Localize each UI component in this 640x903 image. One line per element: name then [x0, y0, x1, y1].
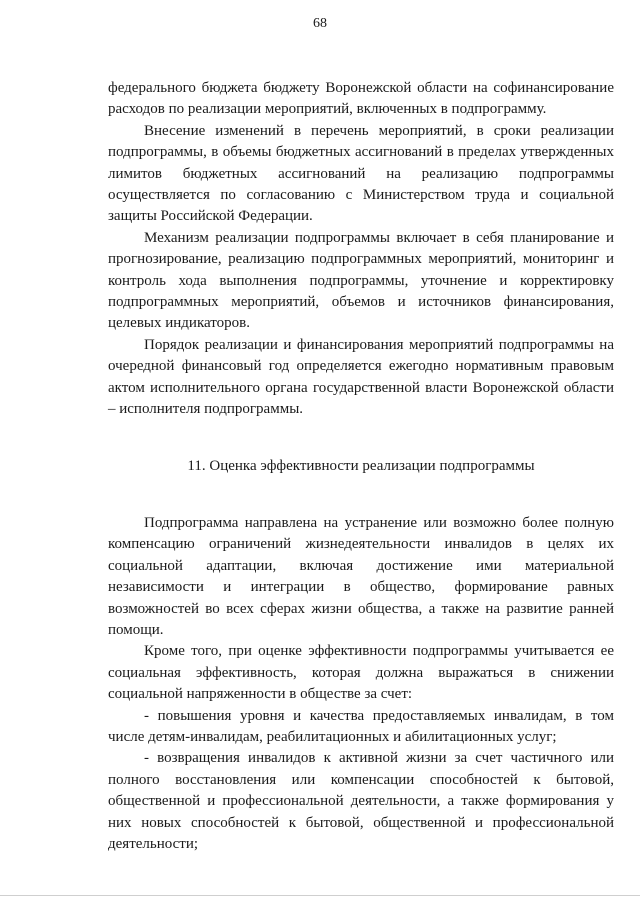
paragraph: Кроме того, при оценке эффективности подпрограммы учитывается ее социальная эффективность, которая должна выражаться в снижении социальной напряженности в обществе за счет: [108, 643, 614, 703]
paragraph: Внесение изменений в перечень мероприятий, в сроки реализации подпрограммы, в объемы бюджетных ассигнований в пределах утвержденных лимитов бюджетных ассигнований на реализацию подпрограммы осуществляется по согласованию с Министерством труда и социальной защиты Российской Федерации. [108, 122, 614, 225]
page-bottom-edge [0, 895, 640, 896]
section-heading: 11. Оценка эффективности реализации подпрограммы [187, 457, 535, 474]
paragraph: Механизм реализации подпрограммы включает в себя планирование и прогнозирование, реализацию подпрограммных мероприятий, мониторинг и контроль хода выполнения подпрограммы, уточнение и корректировку подпрограммных мероприятий, объемов и источников финансирования, целевых индикаторов. [108, 229, 614, 332]
paragraph: Порядок реализации и финансирования мероприятий подпрограммы на очередной финансовый год определяется ежегодно нормативным правовым актом исполнительного органа государственной власти Воронежской области – исполнителя подпрограммы. [108, 336, 614, 418]
page-number: 68 [313, 16, 327, 31]
paragraph: федерального бюджета бюджету Воронежской области на софинансирование расходов по реализации мероприятий, включенных в подпрограмму. [108, 80, 614, 118]
document-body [108, 78, 614, 855]
list-item: - возвращения инвалидов к активной жизни за счет частичного или полного восстановления или компенсации способностей к бытовой, общественной и профессиональной деятельности, а также формирования у них новых способностей к бытовой, общественной и профессиональной деятельности; [108, 750, 614, 852]
paragraph: Подпрограмма направлена на устранение или возможно более полную компенсацию ограничений жизнедеятельности инвалидов в целях их социальной адаптации, включая достижение ими материальной независимости и интеграции в общество, формирование равных возможностей во всех сферах жизни общества, а также на развитие ранней помощи. [108, 514, 614, 638]
list-item: - повышения уровня и качества предоставляемых инвалидам, в том числе детям-инвалидам, реабилитационных и абилитационных услуг; [108, 707, 614, 745]
